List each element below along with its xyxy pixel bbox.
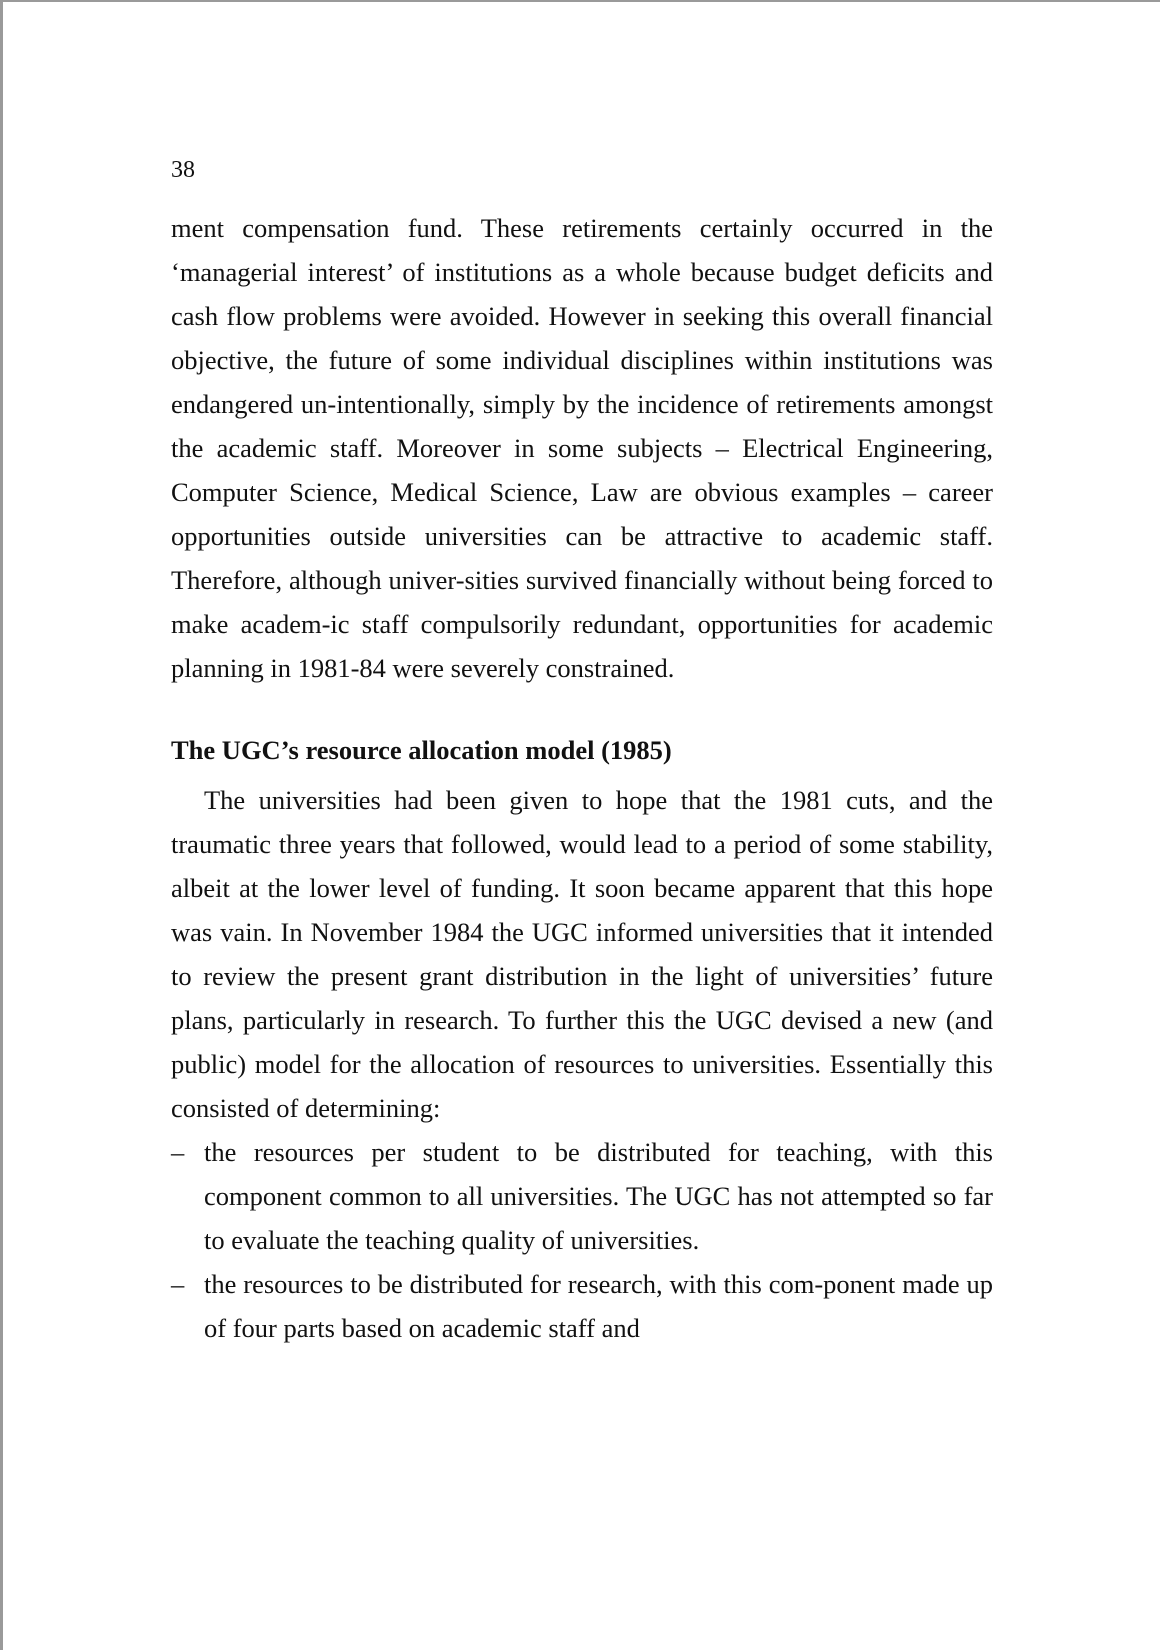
- list-item: [171, 1130, 993, 1262]
- dash-marker: –: [171, 1269, 185, 1299]
- document-page: [171, 148, 993, 1350]
- dash-list: [171, 1130, 993, 1350]
- list-item-text: the resources to be distributed for research, with this com-ponent made up of four parts based on academic staff and: [204, 1269, 993, 1343]
- list-item: [171, 1262, 993, 1350]
- dash-marker: –: [171, 1137, 185, 1167]
- section-heading: The UGC’s resource allocation model (1985): [171, 735, 672, 765]
- list-item-text: the resources per student to be distributed for teaching, with this component common to all universities. The UGC has not attempted so far to evaluate the teaching quality of universities.: [204, 1137, 993, 1255]
- body-paragraph-2: The universities had been given to hope that the 1981 cuts, and the traumatic three years that followed, would lead to a period of some stability, albeit at the lower level of funding. It soon became apparent that this hope was vain. In November 1984 the UGC informed universities that it intended to review the present grant distribution in the light of universities’ future plans, particularly in research. To further this the UGC devised a new (and public) model for the allocation of resources to universities. Essentially this consisted of determining:: [171, 785, 993, 1123]
- body-paragraph-1: ment compensation fund. These retirements certainly occurred in the ‘managerial interest’ of institutions as a whole because budget deficits and cash flow problems were avoided. However in seeking this overall financial objective, the future of some individual disciplines within institutions was endangered un-intentionally, simply by the incidence of retirements amongst the academic staff. Moreover in some subjects – Electrical Engineering, Computer Science, Medical Science, Law are obvious examples – career opportunities outside universities can be attractive to academic staff. Therefore, although univer-sities survived financially without being forced to make academ-ic staff compulsorily redundant, opportunities for academic planning in 1981-84 were severely constrained.: [171, 213, 993, 683]
- page-number: 38: [171, 157, 195, 183]
